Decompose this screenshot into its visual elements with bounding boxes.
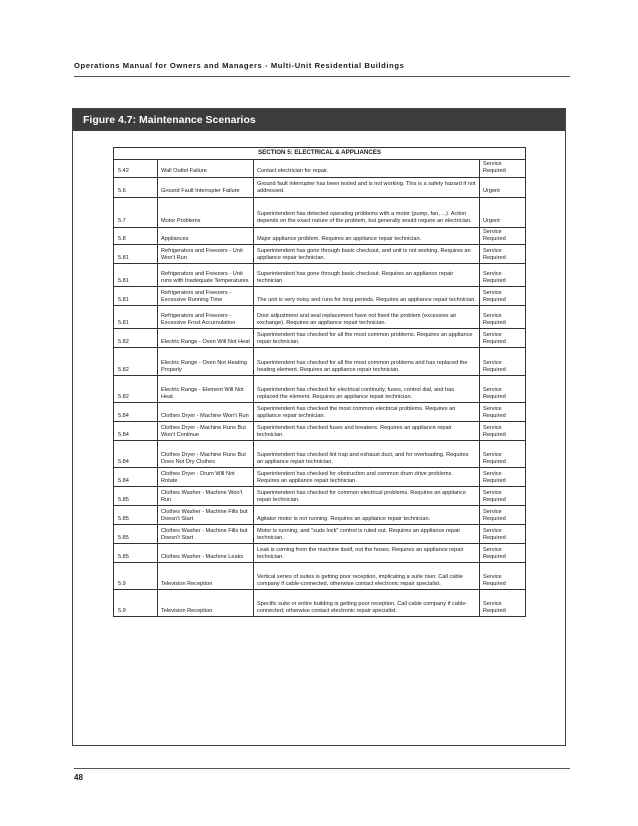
row-section-code: 5.85 [114, 487, 158, 506]
table-row [114, 563, 526, 590]
table-row [114, 329, 526, 348]
row-problem: Electric Range - Oven Will Not Heat [158, 329, 254, 348]
section-heading: SECTION 5: ELECTRICAL & APPLIANCES [114, 148, 526, 160]
row-problem: Refrigerators and Freezers - Excessive Frost Accumulation [158, 306, 254, 329]
row-problem: Appliances [158, 227, 254, 245]
row-action: Service Required [480, 468, 526, 487]
row-section-code: 5.84 [114, 422, 158, 441]
row-action: Service Required [480, 422, 526, 441]
maintenance-table [113, 147, 526, 617]
row-action: Urgent [480, 177, 526, 197]
row-problem: Refrigerators and Freezers - Unit runs with Inadequate Temperatures [158, 264, 254, 287]
row-description: Superintendent has checked for all the most common problems and has replaced the heating element. Requires an appliance repair technician. [254, 348, 480, 376]
row-description: Ground fault interrupter has been tested and is not working. This is a safety hazard if not addressed. [254, 177, 480, 197]
row-description: Superintendent has gone through basic checkout, and unit is not working. Requires an appliance repair technician. [254, 245, 480, 264]
row-problem: Ground Fault Interrupter Failure [158, 177, 254, 197]
table-row [114, 525, 526, 544]
page-number: 48 [74, 773, 83, 782]
row-description: The unit is very noisy and runs for long periods. Requires an appliance repair technician. [254, 287, 480, 306]
table-row [114, 403, 526, 422]
row-action: Service Required [480, 245, 526, 264]
table-row [114, 468, 526, 487]
row-description: Superintendent has checked for obstruction and common drum drive problems. Requires an appliance repair technician. [254, 468, 480, 487]
table-row [114, 544, 526, 563]
row-action: Service Required [480, 403, 526, 422]
table-row [114, 376, 526, 403]
header-rule [74, 76, 570, 77]
row-description: Superintendent has checked the most common electrical problems. Requires an appliance repair technician. [254, 403, 480, 422]
running-head: Operations Manual for Owners and Managers - Multi-Unit Residential Buildings [74, 61, 405, 70]
row-section-code: 5.85 [114, 544, 158, 563]
row-section-code: 5.42 [114, 160, 158, 178]
table-header-row [114, 148, 526, 160]
row-action: Service Required [480, 227, 526, 245]
row-action: Urgent [480, 197, 526, 227]
row-section-code: 5.81 [114, 264, 158, 287]
row-description: Leak is coming from the machine itself, not the hoses. Requires an appliance repair technician. [254, 544, 480, 563]
row-action: Service Required [480, 441, 526, 468]
row-problem: Television Reception [158, 590, 254, 617]
row-problem: Clothes Dryer - Machine Runs But Does Not Dry Clothes [158, 441, 254, 468]
row-section-code: 5.82 [114, 329, 158, 348]
row-section-code: 5.6 [114, 177, 158, 197]
row-problem: Clothes Washer - Machine Fills but Doesn't Start [158, 506, 254, 525]
row-problem: Clothes Dryer - Machine Won't Run [158, 403, 254, 422]
table-row [114, 227, 526, 245]
row-action: Service Required [480, 329, 526, 348]
row-action: Service Required [480, 264, 526, 287]
row-section-code: 5.9 [114, 590, 158, 617]
row-description: Superintendent has checked for common electrical problems. Requires an appliance repair technician. [254, 487, 480, 506]
table-row [114, 197, 526, 227]
row-description: Motor is running, and "suds lock" control is ruled out. Requires an appliance repair technician. [254, 525, 480, 544]
row-description: Specific suite or entire building is getting poor reception. Call cable company if cable-connected; otherwise contact electronic repair specialist. [254, 590, 480, 617]
row-problem: Clothes Washer - Machine Fills but Doesn't Start [158, 525, 254, 544]
row-action: Service Required [480, 376, 526, 403]
row-section-code: 5.84 [114, 468, 158, 487]
row-action: Service Required [480, 487, 526, 506]
row-section-code: 5.84 [114, 441, 158, 468]
row-problem: Wall Outlet Failure [158, 160, 254, 178]
row-section-code: 5.81 [114, 287, 158, 306]
table-body [114, 160, 526, 617]
row-problem: Refrigerators and Freezers - Unit Won't Run [158, 245, 254, 264]
row-section-code: 5.9 [114, 563, 158, 590]
row-problem: Clothes Dryer - Drum Will Not Rotate [158, 468, 254, 487]
table-row [114, 160, 526, 178]
row-problem: Refrigerators and Freezers - Excessive Running Time [158, 287, 254, 306]
table-row [114, 441, 526, 468]
row-problem: Electric Range - Oven Not Heating Properly [158, 348, 254, 376]
table-row [114, 306, 526, 329]
table-row [114, 348, 526, 376]
row-section-code: 5.85 [114, 506, 158, 525]
row-action: Service Required [480, 306, 526, 329]
row-section-code: 5.8 [114, 227, 158, 245]
row-section-code: 5.85 [114, 525, 158, 544]
table-row [114, 177, 526, 197]
row-description: Contact electrician for repair. [254, 160, 480, 178]
table-row [114, 422, 526, 441]
row-description: Major appliance problem. Requires an appliance repair technician. [254, 227, 480, 245]
table-row [114, 590, 526, 617]
row-problem: Television Reception [158, 563, 254, 590]
row-section-code: 5.81 [114, 306, 158, 329]
row-description: Superintendent has checked fuses and breakers. Requires an appliance repair technician. [254, 422, 480, 441]
row-description: Superintendent has detected operating problems with a motor (pump, fan, ...). Action depends on the exact nature of the problem, but generally would require an electrician. [254, 197, 480, 227]
row-description: Door adjustment and seal replacement have not fixed the problem (excessive air exchange). Requires an appliance repair technician. [254, 306, 480, 329]
row-action: Service Required [480, 506, 526, 525]
figure-title: Figure 4.7: Maintenance Scenarios [73, 109, 565, 131]
row-description: Superintendent has checked for all the most common problems. Requires an appliance repair technician. [254, 329, 480, 348]
row-action: Service Required [480, 287, 526, 306]
row-action: Service Required [480, 590, 526, 617]
row-problem: Motor Problems [158, 197, 254, 227]
table-row [114, 506, 526, 525]
table-row [114, 245, 526, 264]
row-section-code: 5.81 [114, 245, 158, 264]
row-problem: Electric Range - Element Will Not Heat [158, 376, 254, 403]
row-section-code: 5.84 [114, 403, 158, 422]
row-problem: Clothes Dryer - Machine Runs But Won't Continue [158, 422, 254, 441]
row-problem: Clothes Washer - Machine Leaks [158, 544, 254, 563]
row-action: Service Required [480, 544, 526, 563]
row-section-code: 5.82 [114, 376, 158, 403]
row-description: Superintendent has checked for electrical continuity, fuses, control dial, and has replaced the element. Requires an appliance repair technician. [254, 376, 480, 403]
row-action: Service Required [480, 348, 526, 376]
figure-box [72, 108, 566, 746]
table-row [114, 264, 526, 287]
row-problem: Clothes Washer - Machine Won't Run [158, 487, 254, 506]
table-row [114, 287, 526, 306]
table-row [114, 487, 526, 506]
row-description: Agitator motor is not running. Requires an appliance repair technician. [254, 506, 480, 525]
row-description: Superintendent has checked lint trap and exhaust duct, and for overloading. Requires an appliance repair technician. [254, 441, 480, 468]
row-description: Vertical series of suites is getting poor reception, implicating a suite riser. Call cable company if cable-connected, otherwise contact electronic repair specialist. [254, 563, 480, 590]
row-action: Service Required [480, 525, 526, 544]
footer-rule [74, 768, 570, 769]
row-description: Superintendent has gone through basic checkout. Requires an appliance repair technician. [254, 264, 480, 287]
row-section-code: 5.7 [114, 197, 158, 227]
row-action: Service Required [480, 160, 526, 178]
row-action: Service Required [480, 563, 526, 590]
row-section-code: 5.82 [114, 348, 158, 376]
